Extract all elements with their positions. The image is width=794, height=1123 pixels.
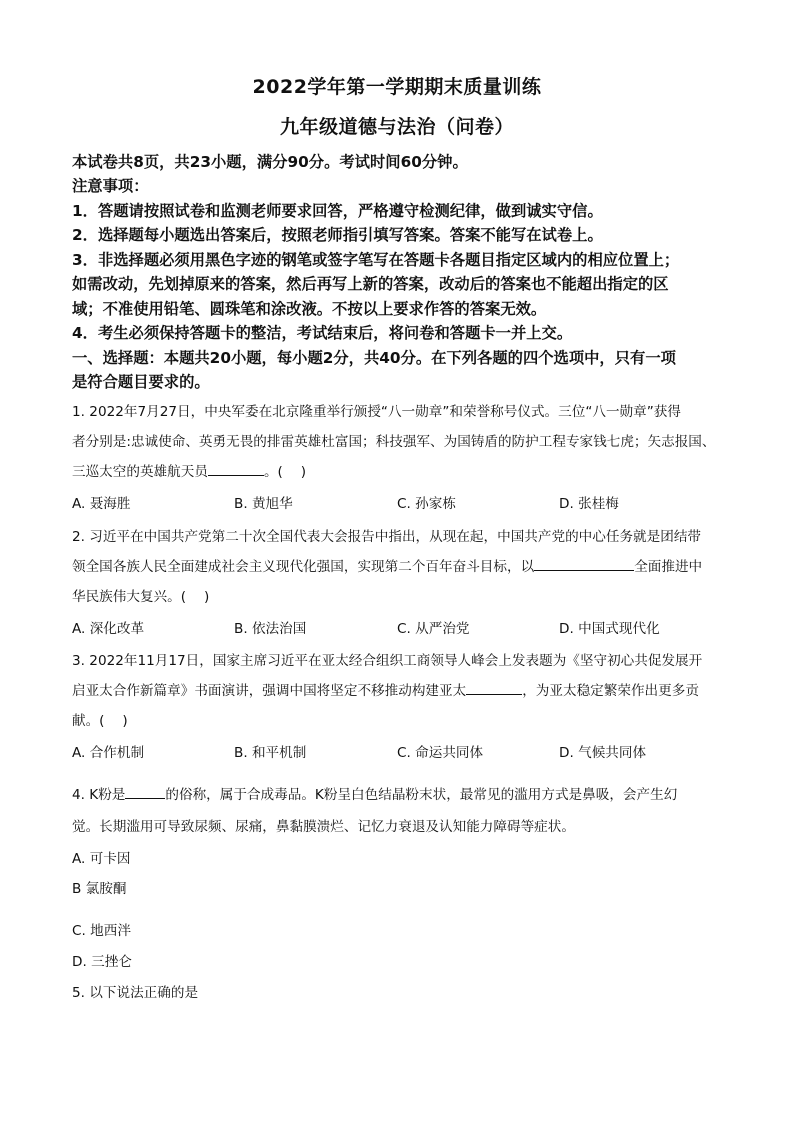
notice-item-3-line-2: 如需改动，先划掉原来的答案，然后再写上新的答案，改动后的答案也不能超出指定的区 [72,275,669,293]
q2-stem-line-2 [72,555,732,575]
q2-answer-blank [534,556,634,571]
q1-stem-line-1: 1. 2022年7月27日，中央军委在北京隆重举行颁授“八一勋章”和荣誉称号仪式。三位“八一勋章”获得 [72,404,681,420]
q3-stem-line-1: 3. 2022年11月17日，国家主席习近平在亚太经合组织工商领导人峰会上发表题为《坚守初心共促发展开 [72,653,703,669]
notice-item-3-line-1: 3．非选择题必须用黑色字迹的钢笔或签字笔写在答题卡各题目指定区域内的相应位置上； [72,251,680,269]
q1-answer-blank [208,461,264,476]
q1-stem-line-3-end: 。( ) [263,464,307,480]
q1-stem-line-2: 者分别是:忠诚使命、英勇无畏的排雷英雄杜富国；科技强军、为国铸盾的防护工程专家钱七虎；矢志报国、 [72,434,716,450]
notice-item-3-line-3: 域；不准使用铅笔、圆珠笔和涂改液。不按以上要求作答的答案无效。 [72,300,547,318]
notice-item-1: 1．答题请按照试卷和监测老师要求回答，严格遵守检测纪律，做到诚实守信。 [72,202,603,220]
q2-stem-line-3: 华民族伟大复兴。( ) [72,589,210,605]
q4-option-a: A. 可卡因 [72,851,131,867]
q2-stem-line-2-end: 全面推进中 [634,559,703,575]
q1-option-b: B. 黄旭华 [234,496,293,512]
q2-stem-line-2-text: 领全国各族人民全面建成社会主义现代化强国，实现第二个百年奋斗目标，以 [72,559,535,575]
q4-option-b: B 氯胺酮 [72,881,127,897]
q1-stem-line-3-text: 三巡太空的英雄航天员 [72,464,208,480]
q3-stem-line-2-end: ，为亚太稳定繁荣作出更多贡 [522,683,699,699]
q4-option-c: C. 地西泮 [72,923,131,939]
notice-item-2: 2．选择题每小题选出答案后，按照老师指引填写答案。答案不能写在试卷上。 [72,226,603,244]
q2-option-d: D. 中国式现代化 [559,621,660,637]
q3-option-c: C. 命运共同体 [397,745,484,761]
exam-title: 2022学年第一学期期末质量训练 [252,76,542,98]
q2-option-a: A. 深化改革 [72,621,145,637]
exam-subtitle: 九年级道德与法治（问卷） [279,116,514,138]
q3-option-d: D. 气候共同体 [559,745,647,761]
q5-stem-line-1: 5. 以下说法正确的是 [72,985,199,1001]
notice-item-4: 4．考生必须保持答题卡的整洁，考试结束后，将问卷和答题卡一并上交。 [72,324,573,342]
q4-option-d: D. 三挫仑 [72,954,132,970]
q1-option-c: C. 孙家栋 [397,496,456,512]
q4-stem-line-2: 觉。长期滥用可导致尿频、尿痛，鼻黏膜溃烂、记忆力衰退及认知能力障碍等症状。 [72,819,575,835]
q3-stem-line-2-text: 启亚太合作新篇章》书面演讲，强调中国将坚定不移推动构建亚太 [72,683,467,699]
q2-stem-line-1: 2. 习近平在中国共产党第二十次全国代表大会报告中指出，从现在起，中国共产党的中心任务就是团结带 [72,529,702,545]
q4-stem-line-1-end: 的俗称，属于合成毒品。K粉呈白色结晶粉末状，最常见的滥用方式是鼻吸，会产生幻 [165,787,678,803]
q3-option-b: B. 和平机制 [234,745,307,761]
q4-answer-blank [125,784,165,799]
q1-stem-line-3 [72,460,732,480]
q3-answer-blank [466,680,522,695]
q4-stem-line-1 [72,783,732,803]
section-1-heading-line-2: 是符合题目要求的。 [72,373,210,391]
section-1-heading-line-1: 一、选择题：本题共20小题，每小题2分，共40分。在下列各题的四个选项中，只有一项 [72,349,676,367]
q1-option-d: D. 张桂梅 [559,496,619,512]
notice-intro: 本试卷共8页，共23小题，满分90分。考试时间60分钟。 [72,153,468,171]
q3-stem-line-2 [72,679,732,699]
q1-option-a: A. 聂海胜 [72,496,131,512]
q3-option-a: A. 合作机制 [72,745,145,761]
q2-option-b: B. 依法治国 [234,621,307,637]
q4-stem-line-1-text: 4. K粉是 [72,787,126,803]
q2-option-c: C. 从严治党 [397,621,470,637]
q3-stem-line-3: 献。( ) [72,713,128,729]
notice-heading: 注意事项： [72,177,149,195]
